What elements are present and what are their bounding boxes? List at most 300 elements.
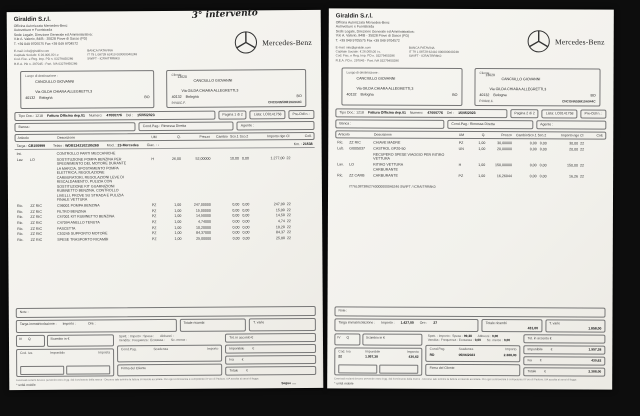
mercedes-logo [234, 21, 312, 64]
item-pre: Ric. [17, 209, 24, 214]
iban-line: IT76L0873862740000000046246 SWIFT / ICRAITRR8K0 [349, 184, 436, 189]
item-prezzo: 15,00000 [195, 208, 211, 213]
targa-label: Targa : [16, 144, 28, 149]
invoice-item-row [17, 156, 313, 203]
pay-scad-value: 05/06/2023 [458, 352, 476, 357]
misc-total-label: T. varie [549, 320, 561, 326]
item-pre [337, 152, 349, 161]
doc-preodl-segment: Pre-Odl n. : [580, 109, 606, 118]
item-desc: CHIAVE MADRE [373, 140, 401, 145]
telaio-value: WDB1342102195269 [65, 143, 99, 148]
parts-total-value: 431,00 [527, 325, 539, 330]
payment-column [426, 333, 521, 375]
customer-piva-row [479, 99, 595, 104]
item-q: 1,00 [174, 225, 182, 230]
vat-table [16, 348, 114, 377]
item-importo [547, 153, 584, 162]
item-sco: 0,00 0,00 [232, 213, 250, 218]
document-info-row [335, 108, 606, 118]
item-um: H [151, 157, 154, 162]
item-q: 1,00 [174, 202, 182, 207]
company-contact [14, 48, 137, 66]
customer-box [474, 68, 600, 107]
spett-label: Spett. : [427, 333, 438, 338]
invoice-page-1 [7, 10, 324, 390]
invoice-item-row [337, 168, 604, 174]
customer-label: Cliente [171, 72, 182, 77]
taxable-label: Imponibile [527, 347, 543, 352]
hours-value: 27 [433, 320, 438, 325]
destination-prov: BO [452, 92, 458, 97]
hours-label: Ore : [419, 320, 428, 325]
items-table-header [15, 132, 315, 142]
item-desc: FILTRO BENZINA [57, 209, 87, 214]
importo2-label: Importo : [129, 333, 143, 338]
item-desc: CARBURANTE [373, 173, 398, 178]
item-code: ZZ RIC [30, 209, 42, 214]
taxable-box [225, 344, 316, 354]
vat-tax-header: Imposta [98, 350, 111, 355]
company-contact-right [409, 46, 459, 63]
bank-field: Banca : [14, 122, 135, 132]
doc-date-label: Del : [125, 113, 134, 118]
euro-sign: € [539, 358, 542, 363]
item-code: ZZ RIC [349, 140, 361, 145]
brand-wordmark: Mercedes-Benz [554, 37, 605, 47]
invoice-item-row [337, 162, 604, 168]
item-q: 1,00 [174, 231, 182, 236]
invoice-item-row [337, 146, 604, 152]
col-sconti: Sco.1 Sco.2 [527, 133, 547, 138]
bank-field: Banca : [335, 119, 444, 128]
item-pre: Int. [16, 152, 22, 157]
frequenza-label: Frequenza : [132, 338, 150, 343]
col-articolo: Articolo [338, 132, 350, 137]
summary-block [334, 306, 605, 387]
item-q [163, 151, 181, 156]
destination-cap: 40132 [25, 95, 36, 100]
misc-total-value: 1.858,00 [588, 326, 602, 331]
vendita-label: Vendita : [118, 338, 132, 343]
item-q: 1,00 [478, 162, 486, 167]
col-articolo: Articolo [17, 135, 29, 140]
iv-label: IV [18, 336, 23, 341]
destination-prov: BO [144, 94, 150, 99]
items-table-header [335, 130, 606, 139]
contact-line: Cod. Fisc. e Reg. Imp. PD n. 03279450286 [14, 57, 74, 62]
invoice-item-row [337, 152, 604, 162]
items-list [335, 140, 606, 182]
summary-row-2 [16, 333, 316, 377]
doc-number: 47000776 [106, 113, 122, 118]
invoice-item-row [337, 174, 604, 180]
registration-label: Targa immatricolazione : [19, 321, 57, 326]
totals-column [225, 333, 316, 376]
company-contact-left [336, 46, 399, 63]
item-prezzo: 247,00000 [193, 202, 211, 207]
item-um: PZ [151, 231, 157, 236]
company-line: T. +39 049 9705575 Fax +39 049 9704572 [13, 41, 79, 46]
col-q: Q. [177, 134, 181, 139]
vat-column [16, 334, 114, 377]
vat-code-box [334, 333, 361, 345]
doc-page-segment: Pagina 1 di 2 [218, 110, 246, 119]
vat-tax-header: Imposta [406, 349, 419, 354]
taxable-box [524, 345, 606, 354]
item-sco: 0,00 0,00 [232, 236, 250, 241]
totals-column [523, 334, 605, 376]
doc-page-segment: Pagina 2 di 2 [510, 109, 538, 118]
item-pre: Ric. [17, 215, 24, 220]
item-code: ZZ RIC [30, 226, 43, 231]
address-row [20, 69, 312, 109]
vat-subbox [338, 364, 377, 373]
item-um: UN [458, 146, 464, 151]
euro-sign: € [241, 357, 244, 362]
customer-label: Cliente [479, 70, 490, 75]
advance-box [524, 334, 606, 343]
doc-name: Fattura Officina dep.01 [367, 110, 406, 116]
item-desc: SPESE TRASPORTO RICAMBI [57, 237, 109, 242]
invoice-header [336, 13, 607, 63]
item-code [349, 168, 373, 173]
payment-info-row [14, 121, 314, 132]
item-sco: 0,00 0,00 [232, 219, 250, 224]
contact-line: R.E.A. PD n. 297045 - Part. IVA 03279450286 [335, 58, 399, 63]
misc-total-box [249, 318, 316, 331]
item-um: PZ [151, 237, 157, 242]
destination-cap: 40132 [346, 92, 357, 97]
vat-label: Iva [229, 357, 234, 362]
col-coll: Coll. [596, 133, 604, 138]
item-importo [249, 150, 290, 155]
customer-city-row [172, 94, 302, 99]
invoice-item-row [337, 141, 604, 147]
ecotassa-label: Ecotassa : [458, 338, 474, 343]
item-prezzo: 14,50000 [195, 214, 211, 219]
vat-table [334, 347, 422, 375]
customer-number: 13620 [177, 74, 187, 79]
item-importo: 10,20 22 [275, 224, 291, 229]
customer-number: 13620 [485, 72, 495, 77]
address-row [341, 67, 604, 106]
col-q: Q. [481, 132, 486, 137]
handwritten-note: 3° intervento [191, 8, 259, 21]
vat-code-box [16, 334, 45, 346]
piva-label: P.IVA/C.F. [171, 100, 186, 105]
grand-total-box [225, 366, 316, 376]
vendita-label: Vendita : [427, 338, 441, 343]
destination-city-row [346, 92, 457, 96]
charges-cluster [117, 333, 222, 343]
item-prezzo: 84,37000 [196, 231, 212, 236]
customer-name: CANCIULLO GIOVANNI [501, 76, 541, 82]
spese-label: Spese : [452, 333, 464, 338]
customer-box [166, 69, 306, 108]
due-date-box [117, 345, 222, 362]
item-desc: CARBURANTE [373, 168, 398, 173]
item-code: ZZ RIC [30, 237, 43, 242]
item-um: H [458, 162, 462, 167]
item-sco [512, 169, 547, 174]
company-line: Autovetture e Fuoristrada [13, 28, 53, 33]
registration-label: Targa immatricolazione : [338, 320, 376, 325]
col-sconti: Sco.1 Sco.2 [229, 134, 249, 139]
invoice-item-row [17, 236, 313, 243]
item-sco [512, 153, 547, 162]
summary-row-1 [334, 318, 605, 332]
pay-importo-value: 2.388,00 [503, 352, 517, 357]
parts-total-box [179, 318, 246, 331]
labor-amount-label: Importo : [381, 320, 395, 325]
item-prezzo [485, 169, 512, 174]
item-pre: Ric. [17, 221, 24, 226]
item-pre [337, 168, 349, 173]
company-line: V.le A. Valerio, 84/B - 35028 Piove di Sacco (PD) [13, 36, 88, 42]
col-coll: Coll. [304, 133, 312, 138]
destination-street: Via GILDA CHIARA ALLEGRETTI,3 [356, 86, 414, 91]
document-info-row [14, 110, 314, 121]
item-importo: 15,00 22 [275, 207, 291, 212]
item-pre: Lub. [337, 146, 345, 151]
item-code: ZZ CARB [349, 173, 365, 178]
euro-sign: € [544, 369, 547, 374]
item-pre: Ric. [337, 173, 344, 178]
item-q: 1,00 [478, 147, 486, 152]
item-code: ZZ RIC [30, 203, 42, 208]
q-label: Q [346, 335, 350, 340]
item-importo: 25,00 22 [275, 236, 292, 241]
vat-base-header: Imponibile [50, 350, 66, 355]
vat-code-header: Cod. Iva [338, 349, 351, 354]
company-name: Giraldin S.r.l. [13, 16, 51, 24]
item-q: 1,00 [174, 208, 182, 213]
footer-line [16, 381, 316, 387]
col-descrizione: Descrizione [374, 132, 392, 137]
spese-label: Spese : [143, 333, 155, 338]
spett-label: Spett. : [118, 333, 130, 338]
registration-box [334, 318, 478, 332]
bank-line: BANCA PATAVINA [87, 48, 113, 53]
exchange-box: Scambio in € [363, 333, 423, 345]
item-code: GI005037 [349, 146, 366, 151]
item-um: PZ [151, 225, 157, 230]
item-um [459, 168, 470, 173]
destination-city-row [25, 95, 149, 100]
payment-terms-field: Cond.Pag.: Rimessa Diretta [447, 120, 533, 129]
advance-box [225, 333, 316, 343]
company-line: Sede Legale, Direzione Generale ed Amministrativa: [13, 32, 93, 37]
importo2-label: Importo : [438, 333, 452, 338]
hours-label: Ore : [87, 321, 96, 326]
grand-total-value: 2.388,00 [588, 369, 602, 374]
piva-value: CNCGNN59M19A944C [268, 99, 302, 105]
item-importo: 20,00 22 [569, 147, 585, 152]
bank-line: BANCA PATAVINA [408, 45, 435, 50]
bank-line: IT 79 L 08728 62410 000000040248 [87, 52, 138, 57]
legal-fine-print: Eventuali reclami devono pervenire entro 8 gg. dal ricevimento della merce - Decorso tale termine la fattura si intende accettata. Per ogni controversia è competente il Foro di Padova. IVA assolta ai sensi di legge. [16, 376, 260, 382]
labor-amount-value: 1.427,00 [400, 320, 414, 325]
doc-type-segment [14, 110, 215, 120]
company-block [336, 13, 459, 62]
vat-box [225, 355, 316, 365]
item-sco: 0,00 0,00 [529, 141, 547, 146]
summary-row-2 [334, 333, 605, 376]
euro-sign: € [550, 347, 553, 352]
item-desc: C98001 POMPA BENZINA [56, 203, 100, 208]
taxable-label: Imponibile [229, 346, 245, 351]
destination-city: Bologna [39, 95, 53, 100]
customer-prov: BO [590, 93, 596, 98]
col-um: UM [458, 132, 465, 137]
item-pre: Ric. [17, 238, 24, 243]
item-prezzo: 4,74000 [197, 219, 211, 224]
pay-importo-header: Importo [505, 347, 517, 352]
item-importo [547, 169, 584, 174]
item-code: LO [30, 157, 35, 162]
item-prezzo: 10,20000 [196, 225, 212, 230]
item-sco: 0,00 0,00 [232, 230, 250, 235]
vat-base-header: Imponibile [365, 349, 381, 354]
item-prezzo: 20,00000 [497, 147, 513, 152]
company-line: V.le A. Valerio, 84/B - 35028 Piove di Sacco (PD) [335, 33, 410, 38]
item-code: ZZ RIC [30, 220, 43, 225]
summary-block [16, 306, 317, 387]
customer-prov: BO [296, 93, 302, 98]
customer-cap: 40132 [171, 94, 182, 99]
col-cambio: Cambio [216, 134, 228, 139]
advance-label: Tot. in acconto € [229, 335, 254, 340]
parts-total-box [482, 319, 542, 332]
item-desc: C53245 SUPPORTO MOTORE [57, 231, 108, 237]
item-pre: Ric. [17, 226, 24, 231]
item-q: 1,00 [478, 141, 486, 146]
doc-name: Fattura Officina dep.01 [46, 113, 85, 119]
item-desc: C47001 KIT RUBINETTO BENZINA [57, 214, 115, 220]
taxable-value: 1.957,38 [588, 347, 602, 352]
destination-street: Via GILDA CHIARA ALLEGRETTI,3 [35, 89, 93, 94]
due-date-box [426, 345, 521, 362]
destination-name: CANCIULLO GIOVANNI [35, 79, 75, 84]
item-sco [210, 151, 248, 156]
ecotassa-value: 0,00 [474, 338, 481, 343]
abbuoni-label: Abbuoni : [160, 333, 174, 338]
item-importo: 84,37 22 [275, 230, 291, 235]
km-label: Km. : [293, 142, 302, 147]
invoice-header [14, 15, 314, 66]
footer-line [334, 381, 605, 386]
company-line: Sede Legale, Direzione Generale ed Amministrativa: [335, 29, 415, 34]
bank-line: SWIFT - ICRAITRR8K0 [87, 56, 120, 61]
item-um: PZ [151, 208, 157, 213]
item-desc: C47094 ANELLO TENUTA [57, 220, 100, 225]
contact-line: Capitale Sociale: € 26.000,00 i.v. [335, 49, 381, 54]
item-um [151, 151, 163, 156]
pay-scad-header: Scadenza [458, 347, 474, 352]
grand-total-label: Totale [229, 368, 239, 373]
item-um [459, 153, 470, 162]
parts-total-label: Totale ricambi [485, 320, 507, 325]
items-list [15, 149, 316, 244]
item-q [469, 153, 485, 162]
summary-row-1 [16, 318, 316, 333]
pay-importo-header: Importo [207, 346, 219, 351]
item-q: 1,00 [478, 174, 486, 179]
customer-city: Bologna [185, 94, 199, 99]
item-pre: Ric. [337, 140, 344, 145]
company-line: Officina Autorizzata Mercedes-Benz [13, 23, 68, 29]
item-desc: RITIRO VETTURA [373, 162, 404, 167]
customer-city: Bologna [493, 92, 507, 97]
doc-type-label: Tipo Doc.: 1218 [339, 110, 364, 115]
contact-line: Cod. Fisc. e Reg. Imp. PD n. 03279450286 [335, 53, 395, 59]
destination-city: Bologna [360, 92, 374, 97]
company-block [14, 16, 137, 66]
payment-column [117, 333, 223, 376]
item-desc: RECUPERO SPESE VIAGGIO PER RITIRO VETTURA [373, 152, 445, 161]
company-line: T. +39 049 9705575 Fax +39 049 9704572 [335, 38, 400, 43]
vat-box [523, 356, 605, 365]
item-q: 26,00 [171, 156, 181, 161]
item-importo: 247,00 22 [273, 202, 291, 207]
exchange-box: Scambio in € [47, 334, 114, 346]
euro-sign: € [246, 368, 249, 373]
item-desc: CONTROLLO PARTI MECCANICHE [56, 151, 116, 157]
col-descrizione: Descrizione [57, 135, 75, 140]
item-um: PZ [151, 203, 157, 208]
item-code [30, 152, 57, 157]
brand-wordmark: Mercedes-Benz [262, 37, 312, 48]
vat-subbox [379, 364, 418, 373]
item-prezzo: 52,00000 [195, 156, 211, 161]
telaio-label: Telaio : [53, 143, 65, 149]
item-um: PZ [151, 214, 157, 219]
targa-value: CB150999 [28, 144, 46, 149]
destination-box [341, 67, 462, 106]
vat-base-value: 1.957,38 [365, 354, 378, 359]
company-name: Giraldin S.r.l. [335, 13, 373, 20]
mod-label: Mod. : [106, 143, 117, 148]
customer-street: Via GILDA CHIARA ALLEGRETTI,3 [489, 86, 547, 92]
spese-value: 99,38 [463, 333, 472, 338]
item-pre: Ric. [17, 232, 24, 237]
item-importo: 16,26 22 [568, 174, 585, 179]
item-desc: SOSTITUZIONE POMPA BENZINA PER SPEGNIMENTO DEL MOTORE DURANTE LA MARCIA, SPOSTAMENTO POMPA ELETTRICA, REGOLAZIONE CARBURATORI, REGOLAZIONI LEVE DI RISCALDAMENTO, PULIZIA CON SOSTITUZIONE KIT GUARNIZIONI RUBINETTO BENZINA, CONTROLLO LIVELLI, PROVE SU STRADA E PULIZIA FINALE VETTURA [56, 157, 127, 203]
piva-value: CNCGNN59M19A944C [561, 99, 596, 104]
destination-label: Luogo di destinazione : [25, 73, 58, 78]
item-desc: CASTROL GP20-50 [373, 146, 406, 151]
pay-cond-header: Cond.Pag. [429, 347, 446, 352]
doc-type-segment [335, 108, 507, 118]
continues-note: Segue ..... [281, 381, 297, 386]
item-q [469, 168, 485, 173]
col-prezzo: Prezzo [501, 132, 512, 137]
doc-type-label: Tipo Doc.: 1218 [18, 114, 44, 119]
item-importo: 30,00 22 [569, 141, 585, 146]
item-code: ZZ RIC [30, 232, 43, 237]
item-q: 1,00 [174, 219, 182, 224]
doc-list-segment: Lista: LO0141758 [250, 110, 286, 119]
customer-name: CANCIULLO GIOVANNI [193, 78, 233, 83]
invoice-page-2 [327, 8, 614, 389]
abbuoni-value: 0,00 [491, 333, 499, 338]
item-sco: 0,00 0,00 [529, 163, 547, 168]
contact-line: E-mail: info@giraldin.com [13, 48, 50, 54]
company-contact-right [87, 48, 137, 65]
vat-label: Iva [527, 358, 532, 363]
item-sco: 0,00 0,00 [529, 174, 547, 179]
mod-value: 23-Mercedes [117, 143, 139, 148]
